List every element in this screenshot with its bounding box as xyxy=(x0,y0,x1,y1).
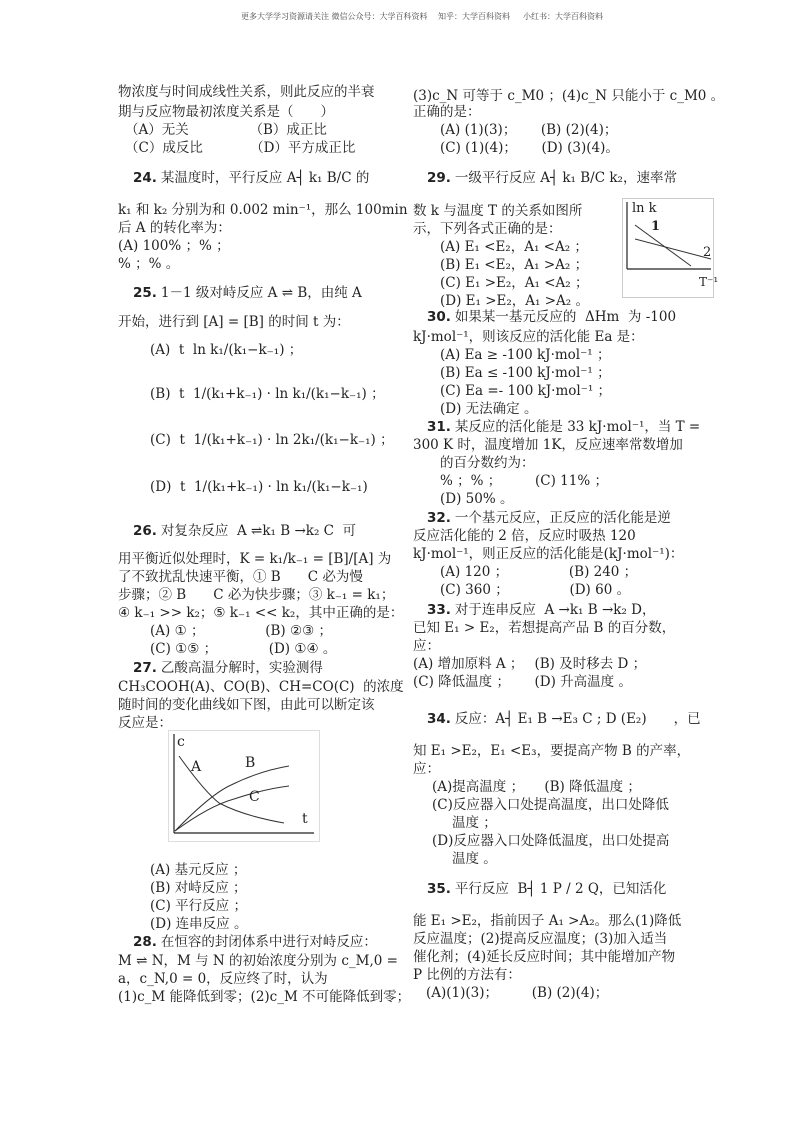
text-line xyxy=(118,220,231,237)
line-text: 反应活化能的 2 倍，反应时吸热 120 xyxy=(413,528,636,544)
question-line xyxy=(427,711,701,728)
text-line xyxy=(118,104,334,121)
line-text: 用平衡近似处理时，K = k₁/k₋₁ = [B]/[A] 为 xyxy=(118,551,392,567)
line-text: (D) 无法确定 。 xyxy=(440,401,538,417)
text-line xyxy=(150,862,246,879)
text-line xyxy=(150,916,247,933)
line-text: 一级平行反应 A┤ k₁ B/C k₂，速率常 xyxy=(454,170,677,186)
curve-b xyxy=(175,766,289,831)
question-line xyxy=(427,309,676,326)
text-line xyxy=(413,949,675,966)
text-line xyxy=(432,833,669,850)
header-xiaohongshu: 小红书：大学百科资料 xyxy=(523,12,603,21)
text-line xyxy=(413,329,644,346)
line-text: kJ·mol⁻¹，则该反应的活化能 Ea 是： xyxy=(413,329,644,345)
line-text: (A)提高温度 ； (B) 降低温度 ； xyxy=(432,779,641,795)
line-text: (A) (1)(3)； (B) (2)(4)； xyxy=(440,122,618,138)
line-text: (3)c_N 可等于 c_M0 ；(4)c_N 只能小于 c_M0 。 xyxy=(413,88,725,104)
line-text: 温度 。 xyxy=(452,851,497,867)
line-text: 物浓度与时间成线性关系，则此反应的半衰 xyxy=(118,84,375,100)
header-wechat: 更多大学学习资源请关注 微信公众号：大学百科资料 xyxy=(241,12,428,21)
y-axis-label: ln k xyxy=(632,201,657,216)
line-text: (D) 连串反应 。 xyxy=(150,916,248,932)
text-line xyxy=(440,239,588,256)
text-line xyxy=(118,84,375,101)
line-text: 开始，进行到 [A] = [B] 的时间 t 为： xyxy=(118,314,350,330)
line-text: 300 K 时，温度增加 1K，反应速率常数增加 xyxy=(413,437,683,453)
y-axis-label: c xyxy=(177,734,185,750)
line-text: 反应：A┤ E₁ B →E₃ C ; D (E₂) ，已 xyxy=(454,711,701,727)
line-text: 数 k 与温度 T 的关系如图所 xyxy=(413,203,583,219)
line-text: ④ k₋₁ >> k₂；⑤ k₋₁ << k₂，其中正确的是： xyxy=(118,605,404,621)
question-number: 29. xyxy=(427,170,451,186)
text-line xyxy=(426,985,608,1002)
line-text: (1)c_M 能降低到零；(2)c_M 不可能降低到零； xyxy=(118,989,411,1005)
line-text: 步骤；② B C 必为快步骤；③ k₋₁ = k₁； xyxy=(118,587,395,603)
line-text: % ；% 。 xyxy=(118,256,180,272)
question-line xyxy=(133,660,323,677)
line-text: (C) 平行反应 ； xyxy=(150,898,247,914)
line-text: 示，下列各式正确的是： xyxy=(413,221,562,237)
text-line xyxy=(413,528,636,545)
text-line xyxy=(118,953,398,970)
question-number: 24. xyxy=(133,170,157,186)
line-text: (B) t 1/(k₁+k₋₁) · ln k₁/(k₁−k₋₁) ； xyxy=(150,386,385,402)
line-1-label: 1 xyxy=(651,219,661,234)
text-line xyxy=(150,432,394,449)
text-line xyxy=(118,202,408,219)
text-line xyxy=(150,386,385,403)
line-2-label: 2 xyxy=(703,245,712,260)
line-text: (D)反应器入口处降低温度，出口处提高 xyxy=(432,833,670,849)
line-text: 应： xyxy=(413,761,440,777)
line-2 xyxy=(635,239,711,259)
text-line xyxy=(440,582,630,599)
question-number: 28. xyxy=(133,934,157,950)
header-zhihu: 知乎：大学百科资料 xyxy=(438,12,510,21)
line-text: (A) ① ； (B) ②③ ； xyxy=(150,623,332,639)
line-text: 对复杂反应 A ⇌k₁ B →k₂ C 可 xyxy=(160,523,357,539)
line-text: (A) Ea ≥ -100 kJ·mol⁻¹ ； xyxy=(440,347,611,363)
text-line xyxy=(150,623,332,640)
text-line xyxy=(118,551,391,568)
line-text: (D) t 1/(k₁+k₋₁) · ln k₁/(k₁−k₋₁) xyxy=(150,479,368,495)
line-text: (A) 120 ； (B) 240 ； xyxy=(440,564,638,580)
line-text: 对于连串反应 A →k₁ B →k₂ D， xyxy=(454,602,656,618)
line-text: (A)(1)(3)； (B) (2)(4)； xyxy=(426,985,609,1001)
text-line xyxy=(125,140,355,157)
x-axis-label: t xyxy=(302,811,308,827)
line-text: 平行反应 B┤ 1 P / 2 Q，已知活化 xyxy=(454,881,667,897)
line-text: (A) E₁ <E₂，A₁ <A₂ ； xyxy=(440,239,588,255)
question-number: 35. xyxy=(427,881,451,897)
text-line xyxy=(150,342,302,359)
text-line xyxy=(118,971,328,988)
text-line xyxy=(118,256,179,273)
question-number: 32. xyxy=(427,510,451,526)
line-text: (D) E₁ >E₂，A₁ >A₂ 。 xyxy=(440,293,590,309)
text-line xyxy=(440,473,608,490)
question-number: 25. xyxy=(133,285,157,301)
line-text: (B) 对峙反应 ； xyxy=(150,880,247,896)
line-text: 应： xyxy=(413,638,440,654)
line-text: (C) 降低温度 ； (D) 升高温度 。 xyxy=(413,674,632,690)
text-line xyxy=(440,275,589,292)
line-text: 已知 E₁ > E₂，若想提高产品 B 的百分数， xyxy=(413,620,676,636)
line-text: 的百分数约为： xyxy=(440,455,535,471)
question-line xyxy=(133,170,369,187)
line-text: （A）无关 （B）成正比 xyxy=(125,122,327,138)
line-text: 后 A 的转化率为： xyxy=(118,220,231,236)
line-text: kJ·mol⁻¹，则正反应的活化能是(kJ·mol⁻¹)： xyxy=(413,546,684,562)
text-line xyxy=(118,238,230,255)
text-line xyxy=(118,605,403,622)
text-line xyxy=(452,815,497,832)
line-text: 催化剂；(4)延长反应时间；其中能增加产物 xyxy=(413,949,676,965)
text-line xyxy=(440,257,588,274)
text-line xyxy=(440,383,611,400)
line-text: （C）成反比 （D）平方成正比 xyxy=(125,140,356,156)
text-line xyxy=(413,913,681,930)
question-line xyxy=(427,419,700,436)
text-line xyxy=(413,88,724,105)
text-line xyxy=(440,122,617,139)
text-line xyxy=(452,851,497,868)
line-text: P 比例的方法有： xyxy=(413,967,521,983)
text-line xyxy=(413,104,481,121)
text-line xyxy=(440,564,637,581)
figure-29-lnk-vs-inverse-t xyxy=(622,198,719,298)
line-text: M ⇌ N，M 与 N 的初始浓度分别为 c_M,0 = xyxy=(118,953,398,969)
text-line xyxy=(440,401,537,418)
question-number: 26. xyxy=(133,523,157,539)
question-line xyxy=(427,602,655,619)
text-line xyxy=(118,989,410,1006)
line-text: (A) 基元反应 ； xyxy=(150,862,247,878)
line-1 xyxy=(635,225,691,266)
text-line xyxy=(413,931,667,948)
line-text: 温度 ； xyxy=(452,815,497,831)
text-line xyxy=(118,569,363,586)
question-line xyxy=(427,170,677,187)
line-text: (B) Ea ≤ -100 kJ·mol⁻¹ ； xyxy=(440,365,611,381)
text-line xyxy=(413,546,683,563)
line-text: (A) 增加原料 A ； (B) 及时移去 D ； xyxy=(413,656,647,672)
text-line xyxy=(413,761,440,778)
text-line xyxy=(432,797,669,814)
text-line xyxy=(413,620,675,637)
text-line xyxy=(440,365,611,382)
question-number: 31. xyxy=(427,419,451,435)
text-line xyxy=(150,479,368,496)
text-line xyxy=(118,679,404,696)
text-line xyxy=(440,455,535,472)
line-text: 一个基元反应，正反应的活化能是逆 xyxy=(454,510,671,526)
text-line xyxy=(413,203,582,220)
text-line xyxy=(440,140,619,157)
text-line xyxy=(150,898,247,915)
text-line xyxy=(125,122,327,139)
line-text: 反应温度；(2)提高反应温度；(3)加入适当 xyxy=(413,931,668,947)
line-text: % ；% ； (C) 11% ； xyxy=(440,473,608,489)
text-line xyxy=(413,967,521,984)
line-text: (D) 50% 。 xyxy=(440,491,514,507)
text-line xyxy=(413,743,690,760)
line-text: 如果某一基元反应的 ΔHm 为 -100 xyxy=(454,309,677,325)
line-text: (C) Ea =- 100 kJ·mol⁻¹ ； xyxy=(440,383,612,399)
text-line xyxy=(150,880,247,897)
line-text: CH₃COOH(A)、CO(B)、CH=CO(C) 的浓度 xyxy=(118,679,404,695)
line-text: (C) t 1/(k₁+k₋₁) · ln 2k₁/(k₁−k₋₁) ； xyxy=(150,432,394,448)
concentration-curves xyxy=(169,731,319,841)
line-text: 随时间的变化曲线如下图，由此可以断定该 xyxy=(118,697,375,713)
line-text: a，c_N,0 = 0，反应终了时，认为 xyxy=(118,971,328,987)
line-text: 乙酸高温分解时，实验测得 xyxy=(160,660,323,676)
line-text: (C) 360 ； (D) 60 。 xyxy=(440,582,631,598)
text-line xyxy=(413,638,440,655)
text-line xyxy=(118,715,172,732)
line-text: (C)反应器入口处提高温度，出口处降低 xyxy=(432,797,669,813)
text-line xyxy=(440,293,589,310)
text-line xyxy=(413,437,683,454)
question-line xyxy=(133,523,356,540)
line-text: 期与反应物最初浓度关系是（ ） xyxy=(118,104,334,120)
text-line xyxy=(440,347,610,364)
line-text: 某反应的活化能是 33 kJ·mol⁻¹，当 T = xyxy=(454,419,701,435)
line-text: (A) 100% ；% ； xyxy=(118,238,230,254)
text-line xyxy=(413,221,562,238)
line-text: 知 E₁ >E₂，E₁ <E₃，要提高产物 B 的产率， xyxy=(413,743,691,759)
figure-27-concentration-time xyxy=(168,730,320,842)
question-number: 33. xyxy=(427,602,451,618)
text-line xyxy=(118,697,375,714)
question-line xyxy=(427,881,666,898)
question-number: 34. xyxy=(427,711,451,727)
line-text: 正确的是： xyxy=(413,104,481,120)
question-number: 27. xyxy=(133,660,157,676)
question-line xyxy=(133,285,362,302)
text-line xyxy=(118,314,350,331)
question-line xyxy=(427,510,671,527)
curve-a-label: A xyxy=(191,759,202,775)
text-line xyxy=(413,656,646,673)
text-line xyxy=(440,491,513,508)
question-line xyxy=(133,934,377,951)
line-text: (C) (1)(4)； (D) (3)(4)。 xyxy=(440,140,619,156)
line-text: (C) ①⑤ ； (D) ①④ 。 xyxy=(150,641,337,657)
line-text: 了不致扰乱快速平衡，① B C 必为慢 xyxy=(118,569,363,585)
text-line xyxy=(432,779,641,796)
line-text: (A) t ln k₁/(k₁−k₋₁) ； xyxy=(150,342,303,358)
text-line xyxy=(118,587,394,604)
line-text: 某温度时，平行反应 A┤ k₁ B/C 的 xyxy=(160,170,370,186)
line-text: (C) E₁ >E₂，A₁ <A₂ ； xyxy=(440,275,589,291)
line-text: 反应是： xyxy=(118,715,172,731)
line-text: k₁ 和 k₂ 分别为和 0.002 min⁻¹，那么 100min xyxy=(118,202,408,218)
text-line xyxy=(413,674,632,691)
line-text: 能 E₁ >E₂，指前因子 A₁ >A₂。那么(1)降低 xyxy=(413,913,682,929)
x-axis-label: T⁻¹ xyxy=(699,275,719,289)
curve-b-label: B xyxy=(245,755,256,771)
line-text: (B) E₁ <E₂，A₁ >A₂ ； xyxy=(440,257,589,273)
line-text: 1－1 级对峙反应 A ⇌ B，由纯 A xyxy=(160,285,362,301)
line-text: 在恒容的封闭体系中进行对峙反应： xyxy=(160,934,377,950)
question-number: 30. xyxy=(427,309,451,325)
text-line xyxy=(150,641,336,658)
curve-c-label: C xyxy=(249,789,260,805)
